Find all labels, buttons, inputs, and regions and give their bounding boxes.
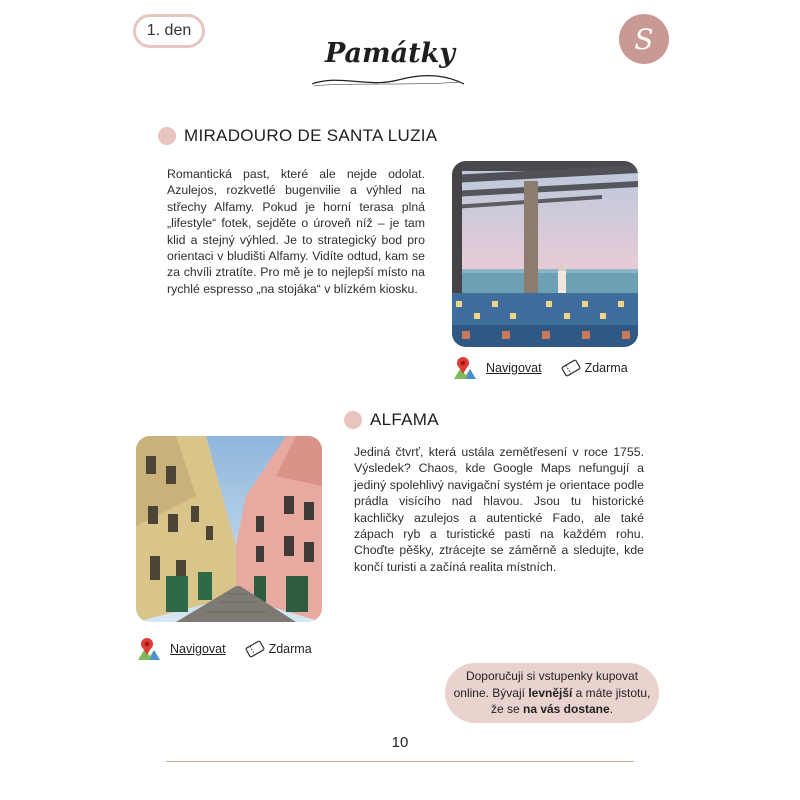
price-label: Zdarma	[268, 642, 312, 656]
info-row-alfama	[136, 636, 312, 662]
ticket-icon	[244, 640, 266, 658]
ticket-icon	[560, 359, 582, 377]
photo-santa-luzia-viewpoint	[452, 161, 638, 347]
brand-logo	[619, 14, 669, 64]
section-heading-santa-luzia	[158, 126, 437, 146]
tip-line-3: že se na vás dostane.	[490, 702, 614, 717]
heading-dot	[158, 127, 176, 145]
title-flourish	[308, 70, 468, 90]
day-badge: 1. den	[133, 14, 205, 48]
page-number: 10	[391, 734, 409, 751]
section-heading-text: MIRADOURO DE SANTA LUZIA	[184, 126, 438, 145]
price-label: Zdarma	[584, 361, 628, 375]
section-text-alfama: Jediná čtvrť, která ustála zemětřesení v roce 1755. Výsledek? Chaos, kde Google Maps nefungují a jediný spolehlivý navigační systém je orientace podle prádla visícího nad hlavou. Jsou tu historické kachličky azulejos a autentické Fado, ale také zápach ryb a turistické pasti na každém rohu. Choďte pěšky, ztrácejte se záměrně a sledujte, kde končí turisti a začíná realita místních.	[354, 445, 644, 574]
section-text-santa-luzia: Romantická past, které ale nejde odolat. Azulejos, rozkvetlé bugenvilie a výhled na střechy Alfamy. Pokud je horní terasa plná „lifestyle“ fotek, sejděte o úroveň níž – je tam klid a stejný výhled. Je to strategický bod pro orientaci v bludišti Alfamy. Vidíte odtud, kam se za chvíli ztratíte. Pro mě je to nejlepší místo na rychlé espresso „na stojáka“ v blízkém kiosku.	[167, 167, 425, 296]
photo-alfama-street	[136, 436, 322, 622]
map-pin-icon	[136, 636, 162, 662]
info-row-santa-luzia	[452, 355, 628, 381]
map-pin-icon	[452, 355, 478, 381]
footer-divider	[166, 761, 634, 762]
tip-line-2: online. Bývají levnější a máte jistotu,	[453, 685, 651, 700]
navigate-link[interactable]: Navigovat	[170, 642, 226, 656]
section-heading-alfama	[344, 410, 439, 430]
page-title: Památky	[324, 38, 455, 69]
navigate-link[interactable]: Navigovat	[486, 361, 542, 375]
heading-dot	[344, 411, 362, 429]
tip-line-1: Doporučuji si vstupenky kupovat	[465, 669, 639, 684]
section-heading-text: ALFAMA	[370, 410, 439, 429]
tip-callout	[445, 663, 659, 723]
logo-letter: S	[634, 22, 654, 56]
